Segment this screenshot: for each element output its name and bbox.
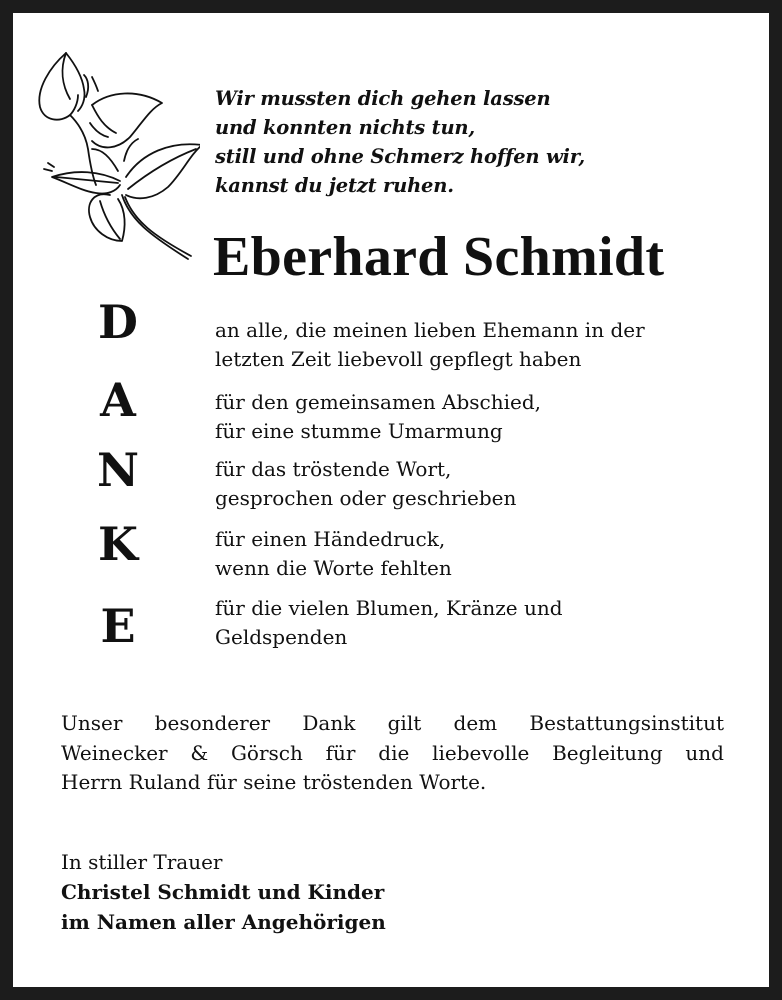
closing-line: Unser besonderer Dank gilt dem Bestattungsinstitut [61, 711, 724, 735]
poem-line: still und ohne Schmerz hoffen wir, [215, 145, 586, 168]
signature-intro: In stiller Trauer [61, 850, 223, 874]
thanks-entry [215, 455, 755, 513]
deceased-name: Eberhard Schmidt [213, 226, 665, 288]
entry-line: für die vielen Blumen, Kränze und [215, 596, 563, 620]
danke-letter-a: A [100, 373, 136, 427]
poem-line: Wir mussten dich gehen lassen [215, 87, 551, 110]
danke-letter-e: E [100, 599, 136, 653]
closing-line: Weinecker & Görsch für die liebevolle Begleitung und [61, 740, 724, 765]
entry-line: gesprochen oder geschrieben [215, 486, 517, 510]
danke-letter-n: N [96, 443, 140, 497]
memorial-poem [215, 84, 755, 200]
entry-line: für einen Händedruck, [215, 527, 446, 551]
thanks-entry [215, 388, 755, 446]
danke-letter-k: K [98, 517, 138, 571]
signature-names: Christel Schmidt und Kinder [61, 880, 385, 904]
entry-line: an alle, die meinen lieben Ehemann in der [215, 318, 645, 342]
entry-line: Geldspenden [215, 625, 348, 649]
closing-paragraph [61, 709, 724, 798]
poem-line: kannst du jetzt ruhen. [215, 174, 454, 197]
signature-block [61, 847, 386, 937]
danke-letter-d: D [98, 295, 138, 349]
thanks-entry [215, 316, 755, 374]
signature-on-behalf: im Namen aller Angehörigen [61, 910, 386, 934]
calla-lily-icon [30, 45, 200, 265]
entry-line: wenn die Worte fehlten [215, 556, 452, 580]
entry-line: für das tröstende Wort, [215, 457, 452, 481]
thanks-entry [215, 594, 755, 652]
entry-line: für eine stumme Umarmung [215, 419, 503, 443]
closing-line: Herrn Ruland für seine tröstenden Worte. [61, 770, 487, 794]
entry-line: letzten Zeit liebevoll gepflegt haben [215, 347, 582, 371]
poem-line: und konnten nichts tun, [215, 116, 475, 139]
thanks-entry [215, 525, 755, 583]
entry-line: für den gemeinsamen Abschied, [215, 390, 542, 414]
